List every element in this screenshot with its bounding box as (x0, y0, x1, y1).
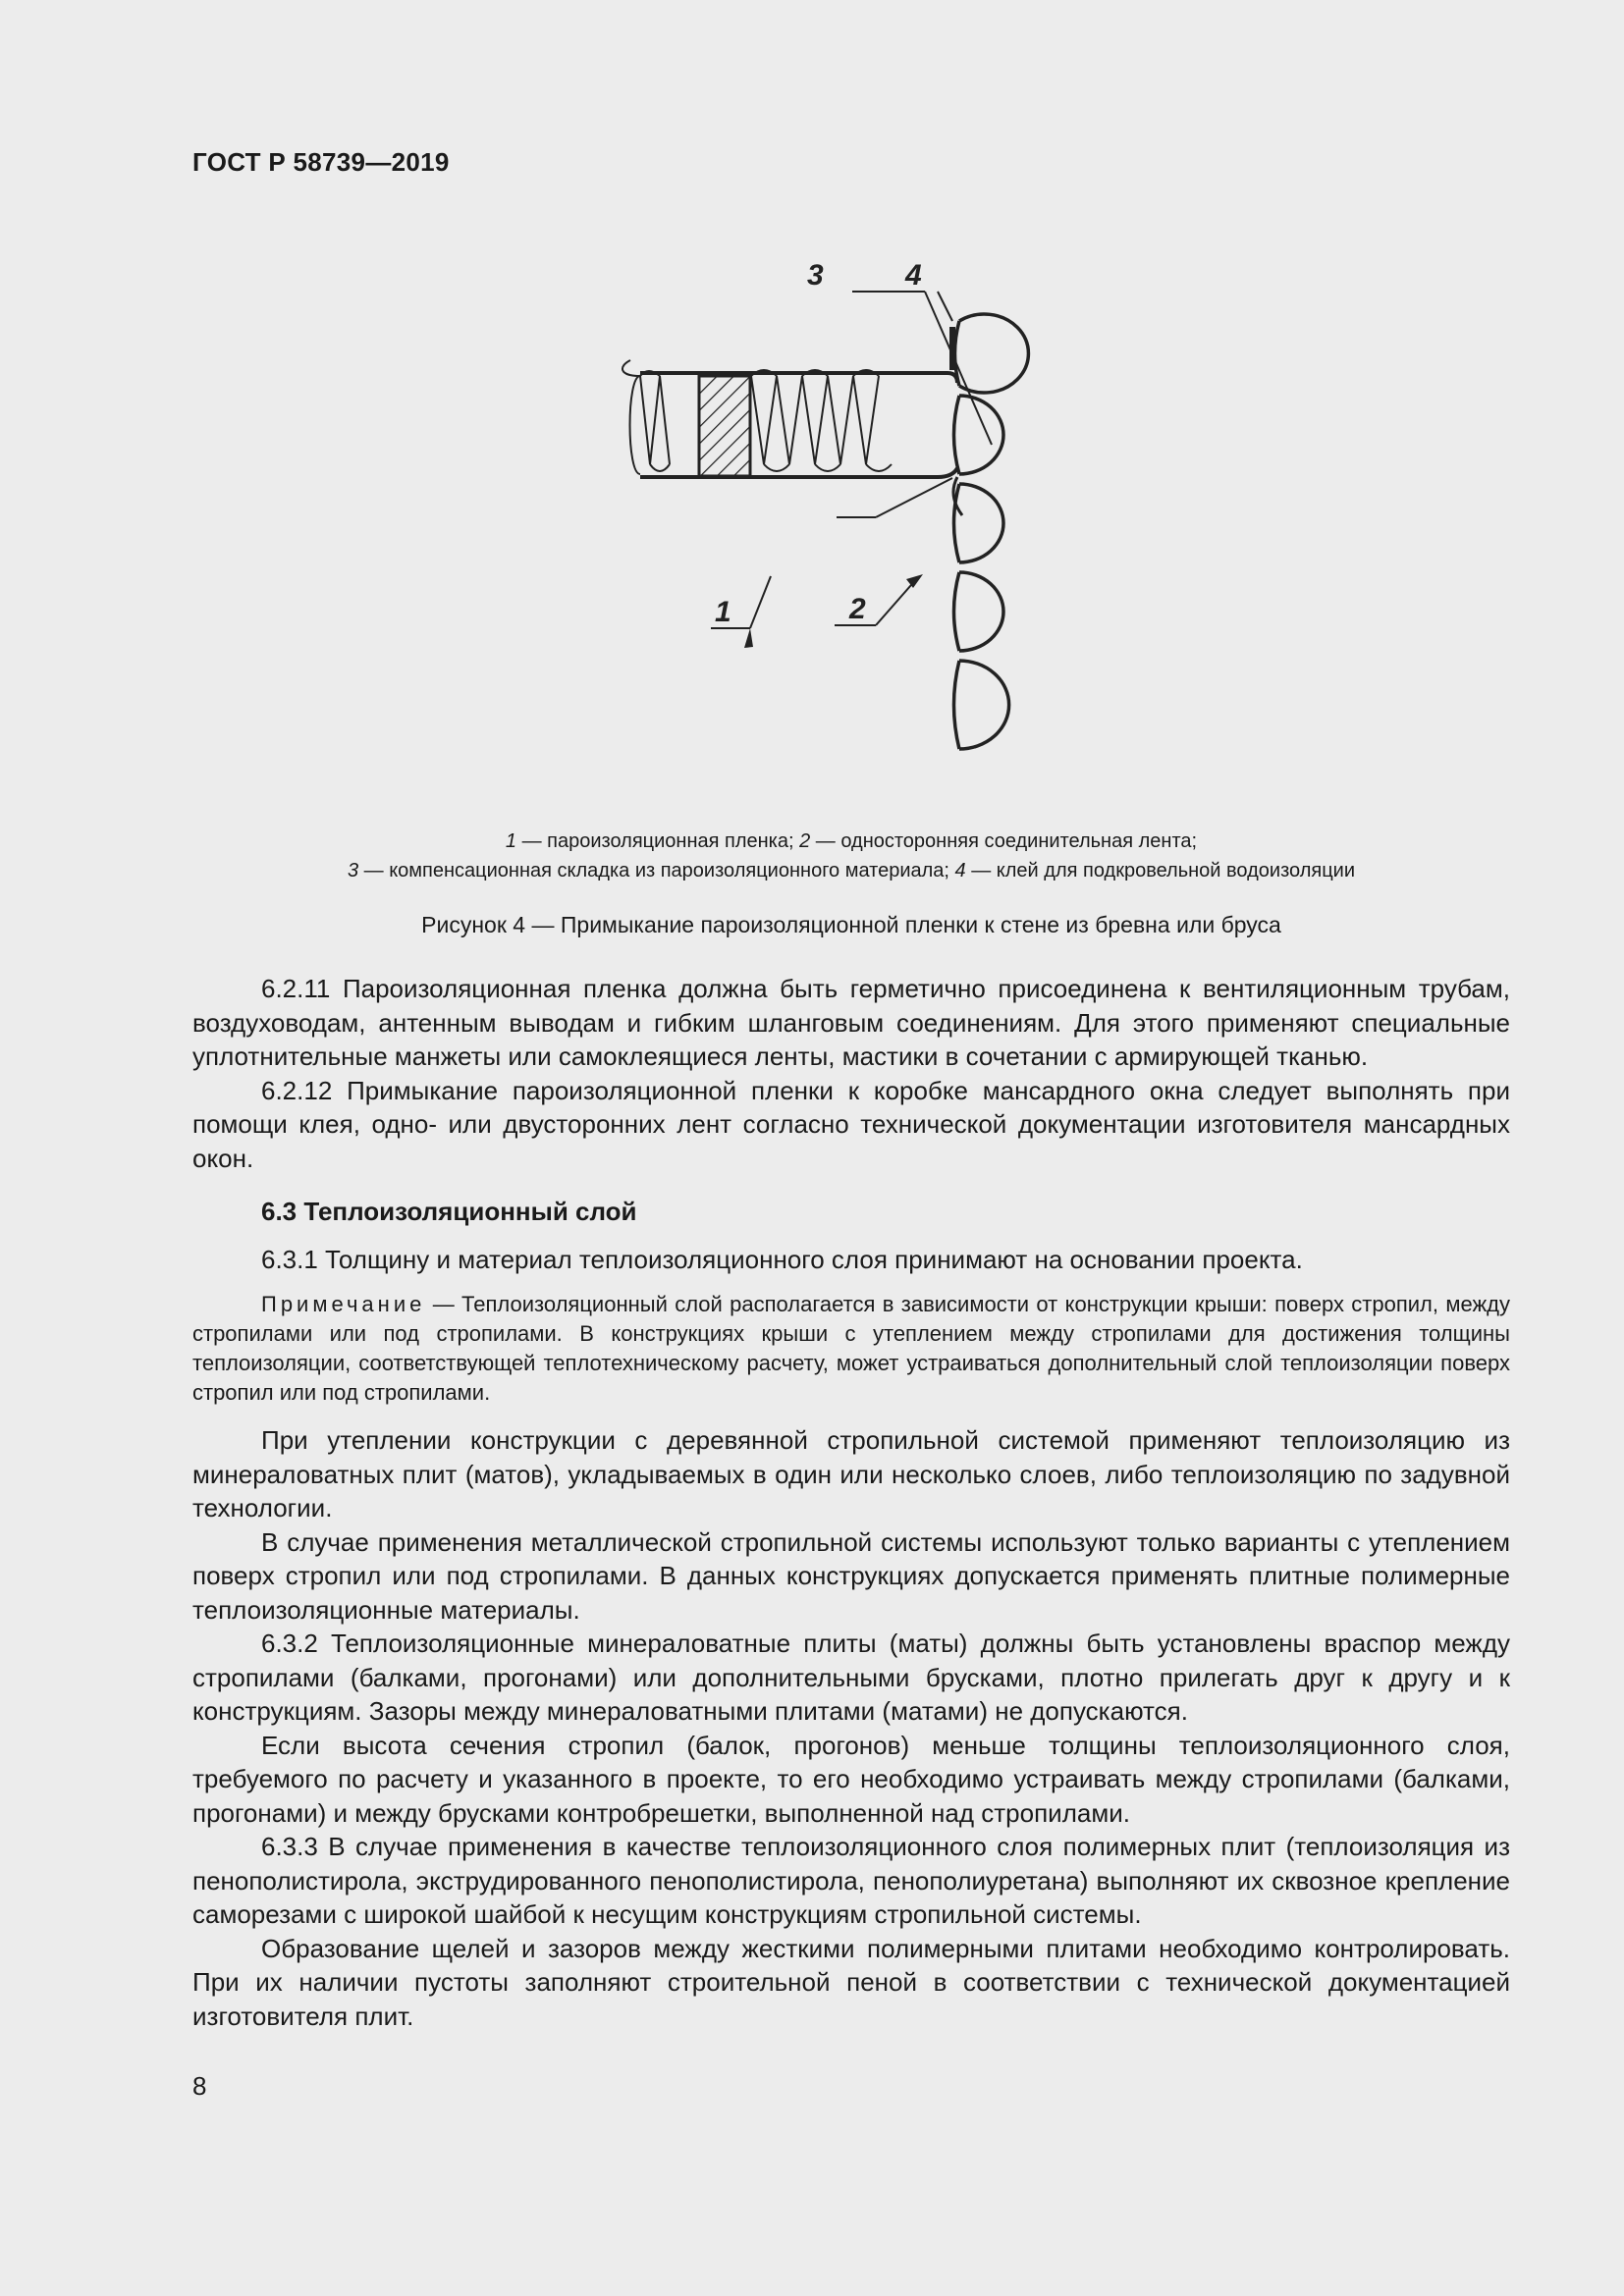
paragraph-6-3-2: 6.3.2 Теплоизоляционные минераловатные плиты (маты) должны быть установлены враспор между стропилами (балками, прогонами) или дополнительными брусками, плотно прилегать друг к другу и к конструкциям. Зазоры между минераловатными плитами (матами) не допускаются. (192, 1629, 1510, 1726)
figure-title: Рисунок 4 — Примыкание пароизоляционной пленки к стене из бревна или бруса (421, 912, 1281, 937)
paragraph-wooden-rafters: При утеплении конструкции с деревянной стропильной системой применяют теплоизоляцию из минераловатных плит (матов), укладываемых в один или несколько слоев, либо теплоизоляцию по задувной технологии. (192, 1425, 1510, 1522)
note-text: — Теплоизоляционный слой располагается в зависимости от конструкции крыши: поверх стропил, между стропилами или под стропилами. В конструкциях крыши с утеплением между стропилами для достижения толщины теплоизоляции, соответствующей теплотехническому расчету, может устраиваться дополнительный слой теплоизоляции поверх стропил или под стропилами. (192, 1292, 1510, 1405)
label-3: 3 (807, 259, 824, 292)
note (192, 1290, 1510, 1408)
paragraph-metal-rafters: В случае применения металлической стропильной системы используют только варианты с утеплением поверх стропил или под стропилами. В данных конструкциях допускается применять плитные полимерные теплоизоляционные материалы. (192, 1526, 1510, 1625)
legend-line-1 (192, 827, 1510, 856)
section-heading-6-3: 6.3 Теплоизоляционный слой (261, 1197, 637, 1226)
paragraph-6-3-3: 6.3.3 В случае применения в качестве теплоизоляционного слоя полимерных плит (теплоизоляция из пенополистирола, экструдированного пенополистирола, пенополиуретана) выполняют их сквозное крепление саморезами с широкой шайбой к несущим конструкциям стропильной системы. (192, 1832, 1510, 1929)
figure-legend (192, 827, 1510, 885)
paragraph-rafter-height: Если высота сечения стропил (балок, прогонов) меньше толщины теплоизоляционного слоя, требуемого по расчету и указанного в проекте, то его необходимо устраивать между стропилами (балками, прогонами) и между брусками контробрешетки, выполненной над стропилами. (192, 1730, 1510, 1828)
body-text (192, 972, 1510, 2033)
legend-num-2: 2 (799, 830, 811, 852)
legend-num-4: 4 (954, 860, 966, 881)
document-header: ГОСТ Р 58739—2019 (192, 147, 450, 177)
legend-text-2: — односторонняя соединительная лента; (810, 830, 1198, 852)
legend-line-2 (192, 856, 1510, 885)
page-number: 8 (192, 2071, 207, 2101)
legend-num-3: 3 (347, 860, 359, 881)
figure-4-drawing (609, 250, 1100, 780)
insulation-zigzag (623, 360, 892, 474)
label-1: 1 (715, 596, 731, 628)
paragraph-6-2-11: 6.2.11 Пароизоляционная пленка должна быть герметично присоединена к вентиляционным трубам, воздуховодам, антенным выводам и гибким шланговым соединениям. Для этого применяют специальные уплотнительные манжеты или самоклеящиеся ленты, мастики в сочетании с армирующей тканью. (192, 974, 1510, 1071)
rafter-section (699, 376, 750, 476)
legend-num-1: 1 (505, 830, 517, 852)
label-2: 2 (849, 593, 866, 625)
label-4: 4 (905, 259, 922, 292)
legend-text-4: — клей для подкровельной водоизоляции (965, 860, 1356, 881)
legend-text-3: — компенсационная складка из пароизоляционного материала; (358, 860, 955, 881)
paragraph-gaps: Образование щелей и зазоров между жесткими полимерными плитами необходимо контролировать. При их наличии пустоты заполняют строительной пеной в соответствии с технической документацией изготовителя плит. (192, 1933, 1510, 2031)
legend-text-1: — пароизоляционная пленка; (516, 830, 800, 852)
paragraph-6-3-1: 6.3.1 Толщину и материал теплоизоляционного слоя принимают на основании проекта. (261, 1244, 1303, 1274)
paragraph-6-2-12: 6.2.12 Примыкание пароизоляционной пленки к коробке мансардного окна следует выполнять при помощи клея, одно- или двусторонних лент согласно технической документации изготовителя мансардных окон. (192, 1075, 1510, 1173)
note-label: Примечание (261, 1292, 426, 1316)
